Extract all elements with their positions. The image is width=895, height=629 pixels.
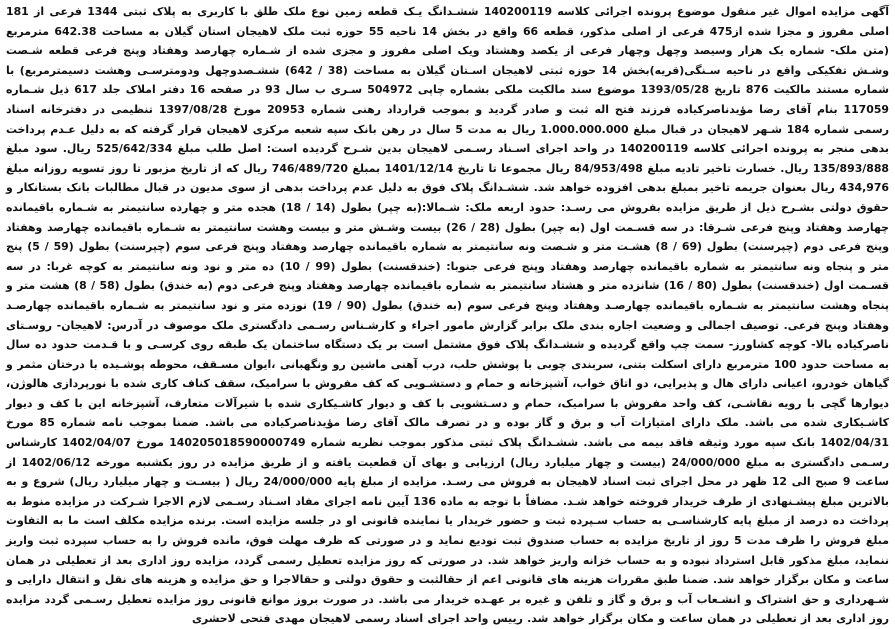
auction-notice-text: آگهی مزایده اموال غیر منقول موضوع پرونده اجرائی کلاسه 140200119 ششـدانگ یـک قطعه زمین نوع ملک طلق با کاربری به پلاک ثبتی 1344 فرعی از 181 اصلی مفروز و مجزا شده از475 فرعی از اصلی مذکور، قطعه 66 واقع در بخش 14 ناحیه 55 حوزه ثبت ملک لاهیجان استان گیلان به مساحت 642.38 مترمربع (متن ملک- شماره یک هزار وسیصد وچهل وچهار فرعی از یکصد وهشتاد ویک اصلی مفروز و مجزی شده از شـماره چهارصد وهفتاد وپنج فرعی قطعه شـصت وشـش تفکیکی واقع در ناحیه سـنگی(قریه)بخش 14 حوزه ثبتی لاهیجان اسـتان گیلان به مساحت (38 / 642) ششـصدوچهل ودومترسـی وهشت دسیمترمربع) با شماره مستند مالکیت 876 تاریخ 1393/05/28 موضوع سند مالکیت ملکی بشماره چاپی 504972 سـری ب سال 93 در صفحه 16 دفتر املاک جلد 617 ذیل شـماره 117059 بنام آقای رضا مؤیدناصرکیاده فرزند فتح اله ثبت و صادر گردید و بموجب قرارداد رهنی شماره 20953 مورخ 1397/08/28 تنظیمی در دفترخانه اسناد رسمی شماره 184 شـهر لاهیجان در قبال مبلغ 1.000.000.000 ریال به مدت 5 سال در رهن بانک سپه شعبه مرکزی لاهیجان قرار گرفته که به دلیل عـدم پرداخت بدهی منجر به پرونده اجرائی کلاسه 140200119 در واحد اجرای اسـناد رسـمی لاهیجان بدین شـرح گردیده است: اصل طلب مبلغ 525/642/334 ریال. سود مبلغ 135/893/888 ریال. خسارت تاخیر تادیه مبلغ 84/953/498 ریال مجموعا تا تاریخ 1401/12/14 بمبلغ 746/489/720 ریال که از تاریخ مزبور تا روز تسویه روزانه مبلغ 434,976 ریال بعنوان جریمه تاخیر بمبلغ بدهی افزوده خواهد شد. ششـدانگ پلاک فوق به دلیل عدم پرداخت بدهی از سوی مدیون در قبال مطالبات بانک بستانکار و حقوق دولتی بشـرح ذیل از طریق مزایده بفروش می رسـد: حدود اربعه ملک: شـمالا:(به چپر) بطول (14 / 18) هجده متر و چهارده سانتیمتر به شـماره باقیمانده چهارصد وهفتاد وپنج فرعی شـرقا: در سه قسـمت اول (به چپر) بطول (28 / 26) بیست وشـش متر و بیست وهشت سانتیمتر به شـماره باقیمانده چهارصد وهفتاد وپنج فرعی دوم (چپرسنت) بطول (69 / 8) هشـت متر و شـصت ونه سانتیمتر به شماره باقیمانده چهارصد وهفتاد وپنج فرعی سوم (چپرسنت) بطول (59 / 5) پنج متر و پنجاه ونه سانتیمتر به شماره باقیمانده چهارصد وهفتاد وپنج فرعی جنوبا: (خندقسنت) بطول (99 / 10) ده متر و نود ونه سانتیمتر به کوچه غربا: در سه قسـمت اول (خندقسنت) بطول (80 / 16) شانزده متر و هشتاد سانتیمتر به شماره باقیمانده چهارصد وهفتاد وپنج فرعی دوم (به خندق) بطول (58 / 8) هشت متر و پنجاه وهشت سانتیمتر به شـماره باقیمانده چهارصـد وهفتاد وپنج فرعی سوم (به خندق) بطول (90 / 19) نوزده متر و نود سانتیمتر به شـماره باقیمانده چهارصـد وهفتاد وپنج فرعی. توصیف اجمالی و وضعیت اجاره بندی ملک برابر گزارش مامور اجراء و کارشـناس رسـمی دادگستری ملک موصوف در آدرس: لاهیجان- روسـتای ناصرکیاده بالا- کوچه کشاورز- سمت چپ واقع گردیده و ششـدانگ پلاک فوق مشتمل است بر یک دستگاه ساختمان یک طبقه روی کرسـی و با قـدمت حدود ده سال به مساحت حدود 100 مترمربع دارای اسکلت بتنی، سربندی چوبی با پوشش حلب، درب آهنی ماشین رو ونگهبانی ،ایوان مسـقف، محوطه پوشـیده با درختان مثمر و گیاهان خودرو، اعیانی دارای هال و پذیرایی، دو اتاق خواب، آشپزخانه و حمام و دستشـویی که کف مفروش با سرامیک، سقف کناف کاری شده با نورپردازی هالوژن، دیوارها گچی با رویه نقاشـی، کف واحد مفروش با سرامیک، حمام و دسـتشویی با کف و دیوار کاشـیکاری شده با شیرآلات متعارف، آشپزخانه این با کف و دیوار کاشـیکاری شده می باشد. ملک دارای امتیازات آب و برق و گاز بوده و در تصرف مالک آقای رضا مؤیدناصرکیاده می باشد. ضمنا بموجب نامه شماره 85 مورخ 1402/04/31 بانک سپه مورد وثیقه فاقد بیمه می باشد. ششـدانگ پلاک ثبتی مذکور بموجب نظریه شماره 140205018590000749 مورخ 1402/04/07 کارشناس رسـمی دادگستری به مبلغ 24/000/000 (بیست و چهار میلیارد ریال) ارزیابی و بهای آن قطعیت یافته و از طریق مزایده در روز یکشنبه مورخه 1402/06/12 از ساعت 9 صبح الی 12 ظهر در محل اجرای ثبت اسناد لاهیجان به فروش می رسـد. مزایده از مبلغ پایه 24/000/000 ریال ( بیسـت و چهار میلیارد ریال) شروع و به بالاترین مبلغ پیشـنهادی از طرف خریدار فروخته خواهد شـد. مضافاً با توجه به ماده 136 آیین نامه اجرای مفاد اسـناد رسـمی لازم الاجرا شـرکت در مزایده منوط به پرداخت ده درصد از مبلغ پایه کارشناسـی به حساب سـپرده ثبت و حضور خریدار یا نماینده قانونی او در جلسه مزایده است. برنده مزایده مکلف است ما به التفاوت مبلغ فروش را ظرف مدت 5 روز از تاریخ مزایده به حساب صندوق ثبت تودیع نماید و در صورتی که ظرف مهلت فوق، مانده فروش را به حساب سپرده ثبت واریز ننماید، مبلغ مذکور قابل استرداد نبوده و به حساب خزانه واریز خواهد شد. در صورتی که روز مزایده تعطیل رسمی گردد، مزایده روز اداری بعد از تعطیلی در همان ساعت و مکان برگزار خواهد شد. ضمنا طبق مقررات هزینه های قانونی اعم از حقالثبت و حقوق دولتی و حقالاجرا و حق مزایده و هزینه های نقل و انتقال دارایی و شـهرداری و حق اشتراک و انشـعاب آب و برق و گاز و تلفن و غیره بر عهـده خریدار می باشد. در صورت بروز موانع قانونی روز مزایده تعطیل رسـمی گردد مزایده روز اداری بعد از تعطیلی در همان ساعت و مکان برگزار خواهد شد. رییس واحد اجرای اسناد رسمی لاهیجان مهدی فتحی لاحشری (6, 5, 890, 626)
